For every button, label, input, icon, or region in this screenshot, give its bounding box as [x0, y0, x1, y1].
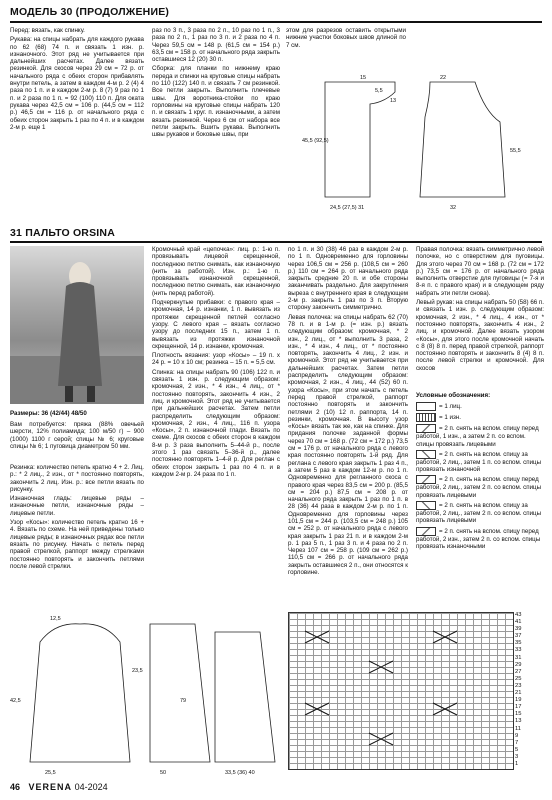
schematic-label: 25,5 [45, 770, 56, 776]
schematic-label: 45,5 (92,5) [302, 138, 329, 144]
divider [10, 241, 542, 243]
paragraph: Резинка: количество петель кратно 4 + 2. Лиц. р.: * 2 лиц., 2 изн., от * постоянно повторять, закончить 2 лиц. Изн. р.: все петли вязать по рисунку. [10, 464, 144, 493]
schematic-label: 5,5 [375, 88, 383, 94]
paragraph: раз по 3 п., 3 раза по 2 п., 10 раз по 1 п., 3 раза по 2 п., 1 раз по 3 п. и 2 раза по 4 п. Через 59,5 см = 148 р. (61,5 см = 154 р.) 63,5 см = 158 р. от начального ряда закрыть оставшиеся 12 (20) 30 п. [152, 27, 280, 64]
schematic-label: 50 [160, 770, 167, 776]
section-title-model-30: МОДЕЛЬ 30 (ПРОДОЛЖЕНИЕ) [10, 6, 170, 18]
row-number: 43 [515, 612, 522, 618]
row-number: 11 [515, 725, 522, 732]
legend-item: = 2 п. снять на вспом. спицу перед работой, 2 изн., затем 2 п. со вспом. спицы провязать изнаночными [416, 527, 541, 550]
paragraph: по 1 п. и 30 (38) 46 раз в каждом 2-м р. по 1 п. Одновременно для горловины через 106,5 см = 256 р. (108,5 см = 260 р.) 110 см = 264 р. от начального ряда закрыть средние 20 п. и обе стороны заканчивать раздельно. Для закругления выреза с внутреннего края в следующем 2-м р. закрыть 1 раз по 3 п. Вторую сторону закончить симметрично. [288, 246, 408, 312]
model30-column-3 [286, 27, 406, 57]
cable-stitch-chart [288, 612, 514, 770]
materials: Вам потребуется: пряжа (88% овечьей шерсти, 12% полиамида; 100 м/50 г) – 900 (1000) 1100 г серой; спицы № 6; круговые спицы № 6; 1 пуговица диаметром 50 мм. [10, 421, 144, 450]
legend-item: = 1 изн. [416, 413, 544, 422]
paragraph: Сборка: для планки по нижнему краю переда и спинки на круговые спицы набрать по 110 (122) 140 п. и связать 7 см резинкой. Все петли закрыть. Выполнить плечевые швы. Для воротника-стойки по краю горловины на круговые спицы набрать 120 п. и связать 1 круг. п. изнаночными, а затем вязать резинкой. Через 6 см от набора все петли закрыть. Вшить рукава. Выполнить швы рукавов и боковые швы, при [152, 65, 280, 139]
model30-column-1 [10, 27, 144, 217]
row-number: 23 [515, 682, 522, 689]
row-number: 9 [515, 732, 519, 739]
section-title-model-31: 31 ПАЛЬТО ORSINA [10, 227, 115, 239]
row-number: 1 [515, 760, 519, 767]
legend-item: = 2 п. снять на вспом. спицу перед работой, 2 лиц., затем 2 п. со вспом. спицы провязать лицевыми [416, 476, 542, 499]
row-number: 39 [515, 626, 522, 633]
row-number: 27 [515, 668, 522, 675]
row-number: 19 [515, 697, 522, 704]
row-number: 13 [515, 718, 522, 725]
model30-column-2 [152, 27, 280, 217]
legend-item: = 2 п. снять на вспом. спицу за работой, 2 лиц., затем 1 п. со вспом. спицы провязать изнаночной [416, 451, 542, 474]
paragraph: Рукава: на спицы набрать для каждого рукава по 62 (68) 74 п. и связать 1 изн. р. изнаночного. Этот ряд не учитывается при дальнейших расчетах. Далее вязать резинкой. Для скосов через 29 см = 72 р. от начального ряда с обеих сторон прибавлять внутри петель, а затем в каждом 4-м р. 2 (4) 4 раза по 1 п. и в каждом 2-м р. 8 (7) 9 раз по 1 п. и 2 раза по 1 п. = 92 (100) 110 п. Для оката рукава через 42,5 см = 106 р. (44,5 см = 112 р.) 46,5 см = 116 р. от начального ряда с обеих сторон закрыть 1 раз по 4 п. и в каждом 2-м р. еще 1 [10, 36, 144, 131]
schematic-label: 79 [180, 698, 187, 704]
row-number: 37 [515, 633, 522, 640]
schematic-label: 55,5 [510, 148, 521, 154]
model-photo [10, 246, 144, 404]
model31-column-2 [152, 246, 280, 608]
row-number: 3 [515, 753, 519, 760]
row-number: 17 [515, 704, 522, 711]
cable-cross-icon [416, 424, 436, 433]
paragraph: Правая полочка: вязать симметрично левой полочке, но с отверстием для пуговицы. Для этого через 70 см = 168 р. (72 см = 172 р.) 73,5 см = 176 р. от начального ряда выполнить отверстие для пуговицы (= 7-я и 8-я п. с правого края) и в следующем ряду набрать эти петли снова). [416, 246, 544, 297]
page-footer [10, 782, 108, 792]
schematic-label: 13 [390, 98, 397, 104]
cable-crosses-icon [289, 613, 513, 769]
row-number: 25 [515, 675, 522, 682]
row-number: 31 [515, 654, 522, 661]
row-number: 7 [515, 739, 519, 746]
legend-item: = 2 п. снять на вспом. спицу перед работой, 1 изн., а затем 2 п. со вспом. спицы провязать лицевыми [416, 425, 539, 448]
model31-column-1 [10, 464, 144, 606]
paragraph: Перед: вязать, как спинку. [10, 27, 85, 34]
paragraph: Подчеркнутые прибавки: с правого края – кромочная, 14 р. изнанки, 1 п. вывязать из протяжки скрещенной петлей согласно узору. С левого края – вязать согласно узору до последних 15 п., затем 1 п. вывязать из протяжки изнаночной скрещенной, 14 р. изнанки, кромочная. [152, 299, 280, 350]
schematic-label: 22 [440, 75, 447, 81]
issue-number: 04-2024 [74, 782, 108, 792]
divider [10, 21, 542, 23]
legend-title: Условные обозначения: [416, 392, 491, 399]
cable-cross-icon [416, 527, 436, 536]
chart-row-numbers [515, 612, 545, 768]
sizes: Размеры: 36 (42/44) 48/50 [10, 410, 87, 417]
legend-item: = 2 п. снять на вспом. спицу за работой, 2 лиц., затем 2 п. со вспом. спицы провязать лицевыми [416, 502, 542, 525]
symbols-legend [416, 392, 544, 610]
schematic-label: 12,5 [50, 616, 61, 622]
row-number: 21 [515, 690, 522, 697]
knit-stitch-icon [416, 402, 436, 411]
model31-column-4 [416, 246, 544, 386]
schematic-label: 33,5 (36) 40 [225, 770, 255, 776]
model31-pattern-schematic [10, 612, 280, 780]
paragraph: Левая полочка: на спицы набрать 62 (70) 78 п. и в 1-м р. (= изн. р.) вязать следующим образом: кромочная, * 2 изн., 2 лиц., от * выполнить 3 раза, 2 изн., * 4 изн., 4 лиц., от * постоянно повторять, закончить 4 лиц., 2 изн. и кромочной. Этот ряд не учитывается при дальнейших расчетах. Затем петли распределить следующим образом: кромочная, 2 изн., 4 лиц., 44 (52) 60 п. узора «Косы», при этом начать с петель перед правой стрелкой, раппорт постоянно повторять и закончить петлями 2 (10) 12 п. раппорта, 14 п. резинки, кромочная. В высоту узор «Косы» вязать так же, как на спинке. Для придания полочке заданной формы через 70 см = 168 р. (72 см = 172 р.) 73,5 см = 176 р. от начального ряда с левого края постоянно повторять 1-й ряд. Для реглана с левого края закрыть 1 раз 4 п., а затем 5 раз в каждом 12-м р. по 1 п. Одновременно для регланного скоса с правого края через 83,5 см = 200 р. (85,5 см = 204 р.) 87,5 см = 208 р. от начального ряда закрыть 1 раз по 1 п. в 28 (36) 44 раза в каждом 2-м р. по 1 п. Одновременно для горловины через 101,5 см = 244 р. (103,5 см = 248 р.) 105 см = 252 р. от начального ряда с левого края закрыть 1 раз 21 п. и в каждом 2-м р. 1 раз 5 п., 1 раз 3 п. и 4 раза по 2 п. Через 107 см = 258 р. (109 см = 262 р.) 110,5 см = 266 р. от начального ряда закрыть оставшиеся 2 п., они относятся к горловине. [288, 313, 408, 577]
legend-item: = 1 лиц. [416, 402, 544, 411]
paragraph: Спинка: на спицы набрать 90 (106) 122 п. и связать 1 изн. р. следующим образом: кромочная, 2 изн., * 4 изн., 4 лиц., от * постоянно повторять, закончить 4 изн., 2 лиц. и кромочной. Этот ряд не учитывается при дальнейших расчетах. Затем петли распределить следующим образом: кромочная, 2 изн., 4 лиц., 116 п. узора «Косы», 2 п. изнаночной глади. Вязать по схеме. Для скосов с обеих сторон в каждом 8-м р. 3 раза выполнить 5–44-й р., после этого 1 раз связать 5–36-й р., далее постоянно повторять 1–4-й р. Для реглан с обеих сторон закрыть 1 раз по 4 п. и в каждом 2-м р. 24 раза по 1 п. [152, 368, 280, 478]
magazine-name: VERENA [28, 782, 73, 792]
row-number: 33 [515, 647, 522, 654]
row-number: 41 [515, 619, 522, 626]
paragraph: Изнаночная гладь: лицевые ряды – изнаночные петли, изнаночные ряды – лицевые петли. [10, 495, 144, 517]
row-number: 29 [515, 661, 522, 668]
model31-column-3 [288, 246, 408, 608]
row-number: 35 [515, 640, 522, 647]
cable-cross-icon [416, 501, 436, 510]
page-number: 46 [10, 782, 21, 792]
paragraph: Плотность вязания: узор «Косы» – 19 п. х 24 р. = 10 х 10 см; резинка – 15 п. = 5,5 см. [152, 352, 280, 367]
row-number: 15 [515, 711, 522, 718]
cable-cross-icon [416, 450, 436, 459]
model30-pattern-schematic [300, 62, 540, 212]
paragraph: этом для разрезов оставить открытыми нижние участки боковых швов длиной по 7 см. [286, 27, 406, 49]
schematic-label: 42,5 [10, 698, 21, 704]
woman-in-coat-photo-icon [10, 246, 144, 404]
schematic-label: 32 [450, 205, 457, 211]
row-number: 5 [515, 746, 519, 753]
schematic-label: 15 [360, 75, 367, 81]
schematic-label: 24,5 (27,5) 31 [330, 205, 365, 211]
cable-cross-icon [416, 475, 436, 484]
paragraph: Левый рукав: на спицы набрать 50 (58) 66 п. и связать 1 изн. р. следующим образом: кромочная, 2 изн., * 4 лиц., 4 изн., от * постоянно повторять, закончить 4 изн., 2 лиц. и кромочной. Далее вязать узором «Косы», для этого после кромочной начать с 8 (8) 8 п. перед правой стрелкой, раппорт постоянно повторять и закончить 8 (4) 8 п. после левой стрелки и кромочной. Для скосов [416, 299, 544, 372]
paragraph: Кромочный край «цепочка»: лиц. р.: 1-ю п. провязывать лицевой скрещенной, последнюю петлю снимать, как изнаночную (нить за работой). Изн. р.: 1-ю п. провязывать изнаночной скрещенной, последнюю петлю снимать, как изнаночную (нить перед работой). [152, 246, 280, 297]
paragraph: Узор «Косы»: количество петель кратно 16 + 4. Вязать по схеме. На ней приведены только лицевые ряды; в изнаночных рядах все петли вязать по рисунку. Начать с петель перед правой стрелкой, раппорт между стрелками постоянно повторять и закончить петлями после левой стрелки. [10, 519, 144, 570]
schematic-label: 23,5 [132, 668, 143, 674]
purl-stitch-icon [416, 413, 436, 422]
